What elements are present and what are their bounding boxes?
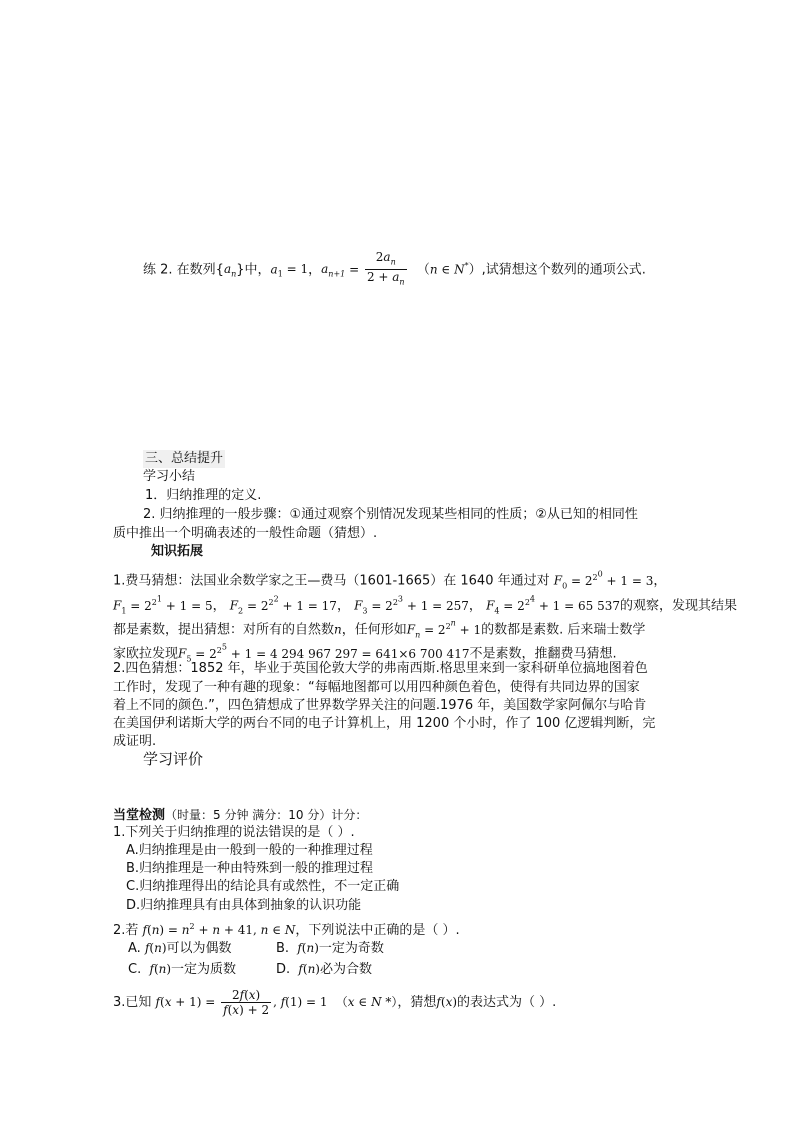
summary-item-2-line-2: 质中推出一个明确表述的一般性命题（猜想）. <box>113 526 378 541</box>
summary-item-1: 1．归纳推理的定义. <box>145 488 262 503</box>
four-color-line-4: 在美国伊利诺斯大学的两台不同的电子计算机上，用 1200 个小时，作了 100 亿逻辑判断，完 <box>113 716 656 731</box>
quiz-note: （时量：5 分钟 满分：10 分）计分： <box>165 808 368 822</box>
quiz-title-line <box>113 806 367 825</box>
evaluation-heading: 学习评价 <box>143 750 204 768</box>
four-color-line-1: 2.四色猜想：1852 年，毕业于英国伦敦大学的弗南西斯.格思里来到一家科研单位搞地图着色 <box>113 661 648 676</box>
subheading-summary: 学习小结 <box>143 469 196 484</box>
q3-fraction: $\frac{2f(x)}{f(x) + 2}$ <box>223 988 270 1017</box>
section-heading: 三、总结提升 <box>145 451 224 466</box>
fermat-line-4: 家欧拉发现$F_5 = 2^{2^5} + 1 = 4$ 294 967 297 = 641×6 700 417不是素数，推翻费马猜想. <box>113 642 617 664</box>
four-color-line-2: 工作时，发现了一种有趣的现象：“每幅地图都可以用四种颜色着色，使得有共同边界的国家 <box>113 680 640 695</box>
question-2: 2.若 $f(n) = n^2 + n + 41$, n ∈ N，下列说法中正确的是（ ）. <box>113 922 460 938</box>
q1-option-b: B.归纳推理是一种由特殊到一般的推理过程 <box>126 861 374 876</box>
summary-item-2-line-1: 2. 归纳推理的一般步骤：①通过观察个别情况发现某些相同的性质；②从已知的相同性 <box>143 507 638 522</box>
q2-option-b: B. f(n)一定为奇数 <box>276 941 384 956</box>
quiz-title: 当堂检测 <box>113 808 166 823</box>
q2-option-a: A. f(n)可以为偶数 <box>128 941 232 956</box>
q2-option-c: C. f(n)一定为质数 <box>128 962 237 977</box>
subheading-extension: 知识拓展 <box>151 544 204 559</box>
q1-option-c: C.归纳推理得出的结论具有或然性，不一定正确 <box>126 879 400 894</box>
exercise-2: 练 2. 在数列$\{a_n\}$中，$a_1 = 1$，$a_{n+1}$ = $\frac{2a_n}{2 + a_n}$ （n ∈ N*）,试猜想这个数列的通项公式. <box>143 250 646 290</box>
q1-option-a: A.归纳推理是由一般到一般的一种推理过程 <box>126 843 373 858</box>
recurrence-fraction: $\frac{2a_n}{2 + a_n}$ <box>366 250 405 287</box>
q1-option-d: D.归纳推理具有由具体到抽象的认识功能 <box>126 898 362 913</box>
q2-option-d: D. f(n)必为合数 <box>276 962 372 977</box>
question-1: 1.下列关于归纳推理的说法错误的是（ ）. <box>113 825 355 840</box>
four-color-line-3: 着上不同的颜色.”，四色猜想成了世界数学界关注的问题.1976 年，美国数学家阿佩尔与哈肯 <box>113 698 647 713</box>
fermat-line-3: 都是素数，提出猜想：对所有的自然数n，任何形如$F_n = 2^{2^n} + 1$的数都是素数. 后来瑞士数学 <box>113 618 646 640</box>
fermat-line-1: 1.费马猜想：法国业余数学家之王—费马（1601-1665）在 1640 年通过对 $F_0 = 2^{2^0} + 1 = 3$， <box>113 569 667 591</box>
question-3: 3.已知 f(x + 1) = $\frac{2f(x)}{f(x) + 2}$ , f(1) = 1 （x ∈ N *），猜想f(x)的表达式为（ ）. <box>113 988 557 1017</box>
fermat-line-2: $F_1 = 2^{2^1} + 1 = 5$， $F_2 = 2^{2^2} + 1 = 17$， $F_3 = 2^{2^3} + 1 = 257$， $F_4 = 2^{2^4} + 1 = 65$ 537的观察，发现其结果 <box>113 594 738 616</box>
four-color-line-5: 成证明. <box>113 734 157 749</box>
